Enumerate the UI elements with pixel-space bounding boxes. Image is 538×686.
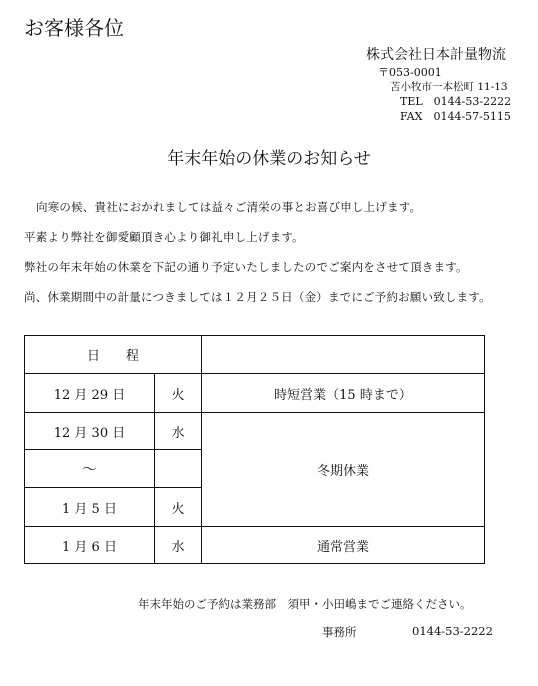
- date-cell: 1 月 6 日: [25, 527, 155, 564]
- weekday-cell: 火: [155, 374, 202, 413]
- page-title: 年末年始の休業のお知らせ: [167, 149, 371, 169]
- company-tel: TEL 0144-53-2222: [400, 95, 512, 108]
- holiday-notice-paragraph: 弊社の年末年始の休業を下記の通り予定いたしましたのでご案内をさせて頂きます。: [24, 260, 468, 274]
- range-separator-cell: ～: [25, 450, 155, 488]
- date-cell: 12 月 29 日: [25, 374, 155, 413]
- weekday-cell: 水: [155, 527, 202, 564]
- company-fax: FAX 0144-57-5115: [400, 110, 511, 123]
- salutation: お客様各位: [24, 16, 124, 40]
- table-row: [25, 527, 485, 564]
- date-cell: 1 月 5 日: [25, 488, 155, 527]
- status-cell-merged: 冬期休業: [202, 413, 485, 527]
- office-phone: 0144-53-2222: [412, 624, 493, 638]
- table-row: [25, 413, 485, 450]
- table-row: [25, 374, 485, 413]
- schedule-table: [24, 335, 485, 564]
- postal-code: 〒053-0001: [378, 66, 442, 79]
- thanks-paragraph: 平素より弊社を御愛顧頂き心より御礼申し上げます。: [24, 230, 304, 244]
- date-cell: 12 月 30 日: [25, 413, 155, 450]
- office-label: 事務所: [322, 625, 357, 639]
- greeting-paragraph: 向寒の候、貴社におかれましては益々ご清栄の事とお喜び申し上げます。: [36, 200, 422, 214]
- company-name: 株式会社日本計量物流: [366, 47, 506, 63]
- schedule-header-row: [25, 336, 485, 374]
- status-cell: 時短営業（15 時まで）: [202, 374, 485, 413]
- contact-note: 年末年始のご予約は業務部 須甲・小田嶋までご連絡ください。: [138, 597, 472, 611]
- weekday-cell: 火: [155, 488, 202, 527]
- status-cell: 通常営業: [202, 527, 485, 564]
- reservation-paragraph: 尚、休業期間中の計量につきましては１２月２５日（金）までにご予約お願い致します。: [24, 290, 491, 304]
- company-address: 苫小牧市一本松町 11-13: [390, 81, 508, 93]
- schedule-header-label: 日 程: [25, 336, 202, 374]
- schedule-header-empty: [202, 336, 485, 374]
- weekday-cell: 水: [155, 413, 202, 450]
- weekday-cell-empty: [155, 450, 202, 488]
